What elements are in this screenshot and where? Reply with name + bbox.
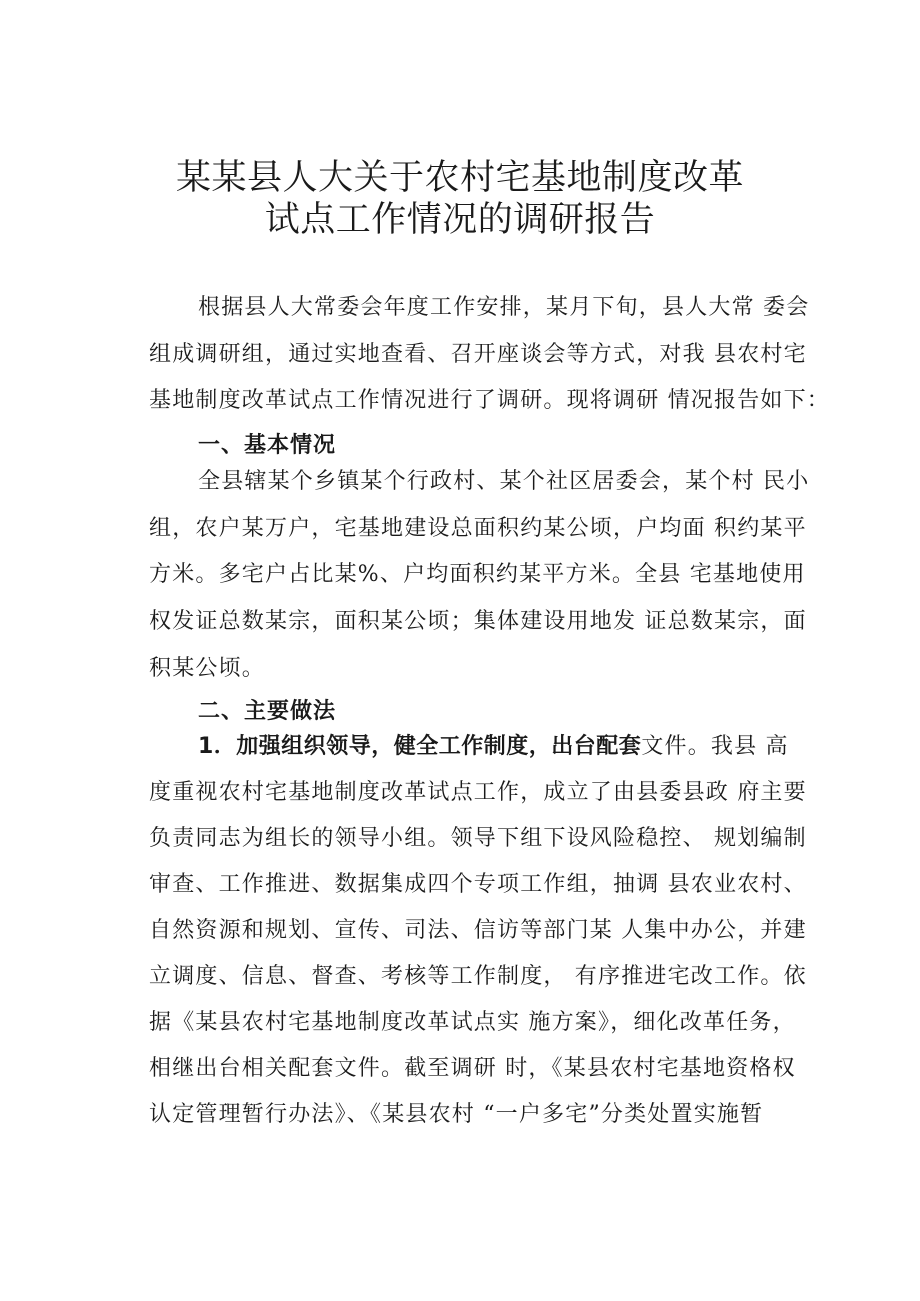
body-line: 立调度、信息、督查、考核等工作制度， 有序推进宅改工作。依: [149, 964, 807, 989]
body-line: 方米。多宅户占比某%、户均面积约某平方米。全县 宅基地使用: [149, 562, 806, 587]
body-line: 度重视农村宅基地制度改革试点工作，成立了由县委县政 府主要: [149, 780, 807, 805]
body-line: 组，农户某万户，宅基地建设总面积约某公顷，户均面 积约某平: [149, 516, 807, 541]
body-line: 认定管理暂行办法》、《某县农村 “一户多宅”分类处置实施暂: [149, 1102, 764, 1127]
document-title-line-2: 试点工作情况的调研报告: [264, 200, 656, 240]
item-1-lead: 1．加强组织领导，健全工作制度，出台配套: [198, 734, 642, 759]
body-line: 负责同志为组长的领导小组。领导下组下设风险稳控、 规划编制: [149, 826, 807, 851]
body-line: 权发证总数某宗，面积某公顷；集体建设用地发 证总数某宗，面: [149, 609, 807, 634]
body-line: 自然资源和规划、宣传、司法、信访等部门某 人集中办公，并建: [149, 918, 807, 943]
intro-line: 基地制度改革试点工作情况进行了调研。现将调研 情况报告如下：: [149, 388, 830, 413]
section-heading-basic: 一、基本情况: [198, 433, 337, 458]
body-line: 据《某县农村宅基地制度改革试点实 施方案》，细化改革任务，: [149, 1010, 796, 1035]
item-1-lead-tail: 文件。我县 高: [641, 734, 789, 759]
document-title-line-1: 某某县人大关于农村宅基地制度改革: [175, 158, 744, 198]
intro-line: 根据县人大常委会年度工作安排，某月下旬，县人大常 委会: [198, 295, 810, 320]
body-line: 全县辖某个乡镇某个行政村、某个社区居委会，某个村 民小: [198, 469, 810, 494]
item-1-first-line: [198, 732, 828, 762]
body-line: 相继出台相关配套文件。截至调研 时，《某县农村宅基地资格权: [149, 1056, 796, 1081]
body-line: 积某公顷。: [149, 656, 266, 681]
section-heading-practices: 二、主要做法: [198, 699, 337, 724]
intro-line: 组成调研组，通过实地查看、召开座谈会等方式，对我 县农村宅: [149, 342, 807, 367]
body-line: 审查、工作推进、数据集成四个专项工作组，抽调 县农业农村、: [149, 872, 807, 897]
